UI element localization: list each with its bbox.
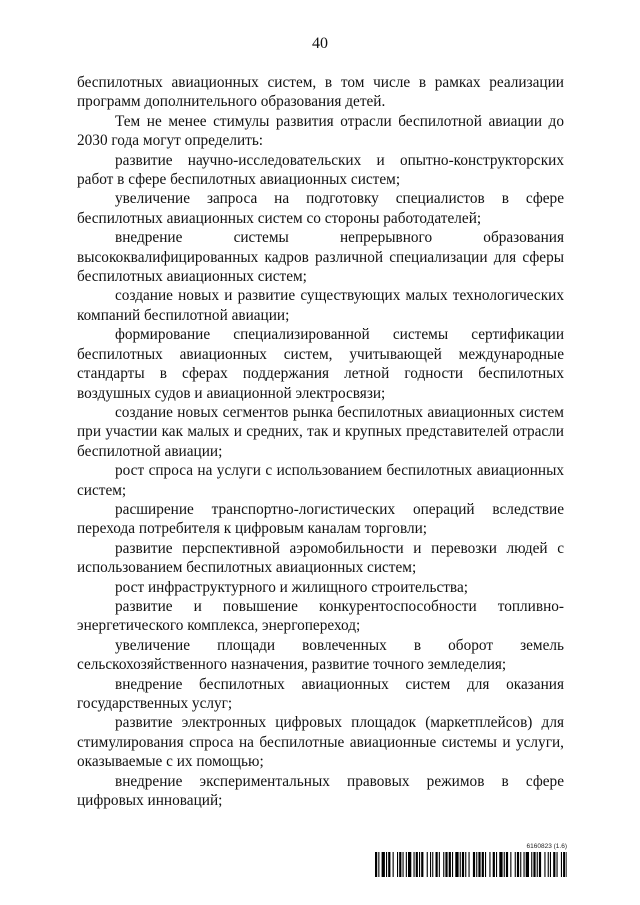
list-item: развитие электронных цифровых площадок (маркетплейсов) для стимулирования спроса на беспилотные авиационные системы и услуги, оказываемые с их помощью; — [77, 714, 564, 771]
barcode-bar — [452, 852, 453, 877]
barcode-bar — [533, 852, 535, 877]
barcode-bar — [416, 852, 418, 877]
list-item: увеличение запроса на подготовку специалистов в сфере беспилотных авиационных систем со стороны работодателей; — [77, 190, 564, 227]
barcode-bar — [496, 852, 497, 877]
barcode-bar — [563, 852, 565, 877]
barcode-bar — [436, 852, 438, 877]
barcode-bar — [432, 852, 433, 877]
barcode-bar — [473, 852, 475, 877]
page-number: 40 — [312, 35, 328, 52]
barcode-bar — [445, 852, 447, 877]
barcode-bar — [544, 852, 545, 877]
list-item: развитие научно-исследовательских и опытно-конструкторских работ в сфере беспилотных авиационных систем; — [77, 151, 564, 189]
barcode-bar — [548, 852, 549, 877]
barcode-bar — [469, 852, 470, 877]
list-item: создание новых сегментов рынка беспилотных авиационных систем при участии как малых и средних, так и крупных представителей отрасли беспилотной авиации; — [77, 403, 564, 460]
barcode-bar — [517, 852, 519, 877]
list-item: развитие и повышение конкурентоспособности топливно-энергетического комплекса, энергопереход; — [77, 597, 564, 635]
barcode-bar — [493, 852, 495, 877]
barcode-bar — [539, 852, 541, 877]
list-item: внедрение экспериментальных правовых режимов в сфере цифровых инноваций; — [77, 772, 564, 810]
barcode-bar — [443, 852, 444, 877]
barcode-bar — [478, 852, 480, 877]
barcode-bar — [504, 852, 505, 877]
barcode-bar — [378, 852, 379, 877]
list-item: развитие перспективной аэромобильности и перевозки людей с использованием беспилотных авиационных систем; — [77, 539, 564, 577]
barcode-bar — [489, 852, 490, 877]
barcode-bar — [524, 852, 525, 877]
barcode-bar — [408, 852, 411, 877]
paragraph: беспилотных авиационных систем, в том числе в рамках реализации программ дополнительного образования детей. — [77, 74, 564, 111]
barcode-bar — [462, 852, 464, 877]
list-item: внедрение беспилотных авиационных систем для оказания государственных услуг; — [77, 675, 564, 712]
barcode-bar — [439, 852, 440, 877]
barcode-bar — [520, 852, 521, 877]
barcode-bar — [382, 852, 385, 877]
barcode-bar — [455, 852, 458, 877]
barcode-bar — [485, 852, 486, 877]
barcode-bar — [388, 852, 390, 877]
barcode-bar — [399, 852, 401, 877]
list-item: рост инфраструктурного и жилищного строительства; — [115, 578, 468, 596]
barcode — [375, 852, 567, 877]
list-item: создание новых и развитие существующих малых технологических компаний беспилотной авиации; — [77, 287, 564, 324]
barcode-bar — [465, 852, 466, 877]
barcode-bar — [430, 852, 431, 877]
list-item: рост спроса на услуги с использованием беспилотных авиационных систем; — [77, 462, 564, 499]
barcode-bar — [561, 852, 562, 877]
barcode-bar — [506, 852, 508, 877]
barcode-bar — [403, 852, 404, 877]
barcode-bar — [476, 852, 477, 877]
barcode-bar — [510, 852, 511, 877]
document-body — [77, 73, 564, 810]
barcode-bar — [553, 852, 555, 877]
paragraph: Тем не менее стимулы развития отрасли беспилотной авиации до 2030 года могут определить: — [77, 112, 564, 150]
barcode-bar — [482, 852, 484, 877]
barcode-bar — [537, 852, 538, 877]
list-item: внедрение системы непрерывного образования высококвалифицированных кадров различной специализации для сферы беспилотных авиационных систем; — [77, 229, 564, 286]
barcode-bar — [386, 852, 387, 877]
barcode-bar — [515, 852, 516, 877]
barcode-bar — [414, 852, 415, 877]
barcode-bar — [421, 852, 423, 877]
barcode-bar — [531, 852, 532, 877]
list-item: увеличение площади вовлеченных в оборот земель сельскохозяйственного назначения, развитие точного земледелия; — [77, 636, 564, 674]
barcode-bar — [375, 852, 377, 877]
barcode-bar — [499, 852, 502, 877]
list-item: расширение транспортно-логистических операций вследствие перехода потребителя к цифровым каналам торговли; — [77, 500, 564, 538]
barcode-bar — [419, 852, 420, 877]
barcode-bar — [460, 852, 461, 877]
barcode-bar — [550, 852, 551, 877]
barcode-bar — [406, 852, 407, 877]
list-item: формирование специализированной системы сертификации беспилотных авиационных систем, учитывающей международные стандарты в сферах поддержания летной годности беспилотных воздушных судов и авиационной электросвязи; — [77, 326, 564, 402]
barcode-bar — [427, 852, 428, 877]
barcode-bar — [449, 852, 451, 877]
document-code: 6160823 (1.6) — [526, 843, 567, 850]
barcode-bar — [393, 852, 394, 877]
barcode-bar — [557, 852, 558, 877]
barcode-bar — [526, 852, 529, 877]
barcode-bar — [566, 852, 567, 877]
barcode-bar — [397, 852, 398, 877]
